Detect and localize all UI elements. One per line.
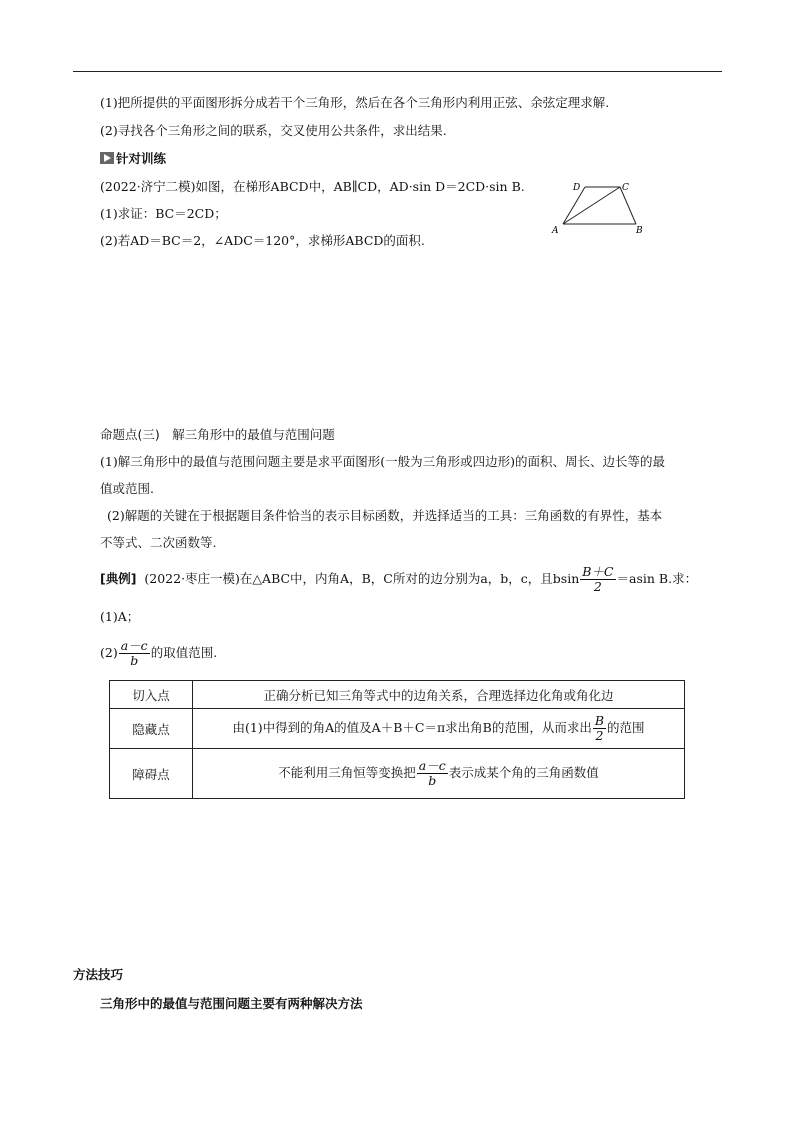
example-question-2 bbox=[100, 636, 217, 670]
label-a: A bbox=[552, 226, 559, 236]
example-fraction bbox=[580, 565, 615, 594]
table-value-cell: 正确分析已知三角等式中的边角关系，合理选择边化角或角化边 bbox=[193, 681, 685, 709]
table-key-cell: 隐藏点 bbox=[110, 709, 193, 749]
method-text: 三角形中的最值与范围问题主要有两种解决方法 bbox=[100, 996, 363, 1011]
table-row-2-den: 2 bbox=[595, 728, 604, 743]
diagonal-ac bbox=[563, 187, 620, 224]
label-b: B bbox=[636, 226, 643, 236]
table-value-cell bbox=[193, 709, 685, 749]
example-text-1: (2022·枣庄一模)在△ABC中，内角A，B，C所对的边分别为a，b，c，且bsin bbox=[144, 571, 580, 586]
example-text-2: ＝asin B.求： bbox=[616, 571, 698, 586]
section-3-p1b: 值或范围. bbox=[100, 481, 154, 496]
table-key-cell: 障碍点 bbox=[110, 749, 193, 799]
play-icon bbox=[100, 152, 114, 164]
example-q2-suffix: 的取值范围. bbox=[150, 645, 218, 660]
table-row bbox=[110, 749, 685, 799]
section-3-p2a: (2)解题的关键在于根据题目条件恰当的表示目标函数，并选择适当的工具：三角函数的有界性，基本 bbox=[107, 508, 663, 523]
table-row-3-den: b bbox=[428, 773, 437, 788]
table-row-2-fraction bbox=[593, 714, 606, 743]
table-row-2-pre: 由(1)中得到的角A的值及A＋B＋C＝π求出角B的范围，从而求出 bbox=[232, 720, 592, 735]
table-row-3-num: a－c bbox=[418, 758, 446, 773]
trapezoid-figure bbox=[548, 178, 648, 238]
table-value-cell bbox=[193, 749, 685, 799]
method-title: 方法技巧 bbox=[73, 967, 124, 982]
label-c: C bbox=[622, 183, 629, 193]
section-3-p2b: 不等式、二次函数等. bbox=[100, 535, 217, 550]
example-fraction-den: 2 bbox=[593, 579, 602, 594]
table-row-2-num: B bbox=[594, 713, 605, 728]
example-tag: [典例] bbox=[100, 571, 137, 586]
example-q2-prefix: (2) bbox=[100, 645, 118, 660]
example-q2-num: a－c bbox=[120, 638, 148, 653]
training-heading-label: 针对训练 bbox=[116, 151, 167, 166]
section-3-title: 命题点(三) 解三角形中的最值与范围问题 bbox=[100, 427, 335, 442]
table-row-3-post: 表示成某个角的三角函数值 bbox=[448, 765, 599, 780]
header-rule bbox=[73, 71, 722, 72]
step-1-text: (1)把所提供的平面图形拆分成若干个三角形，然后在各个三角形内利用正弦、余弦定理求解. bbox=[100, 95, 610, 110]
table-key-cell: 切入点 bbox=[110, 681, 193, 709]
example-line bbox=[100, 562, 697, 596]
example-q2-fraction bbox=[119, 639, 150, 668]
table-row-3-pre: 不能利用三角恒等变换把 bbox=[278, 765, 416, 780]
training-problem: (2022·济宁二模)如图，在梯形ABCD中，AB∥CD，AD·sin D＝2CD·sin B. bbox=[100, 179, 525, 194]
table-row bbox=[110, 681, 685, 709]
example-fraction-num: B＋C bbox=[582, 564, 614, 579]
table-row-2-post: 的范围 bbox=[607, 720, 645, 735]
example-question-1: (1)A； bbox=[100, 609, 140, 624]
table-row-3-fraction bbox=[417, 759, 448, 788]
training-heading bbox=[100, 151, 166, 167]
training-question-1: (1)求证：BC＝2CD； bbox=[100, 206, 227, 221]
table-row bbox=[110, 709, 685, 749]
label-d: D bbox=[573, 183, 581, 193]
section-3-p1a: (1)解三角形中的最值与范围问题主要是求平面图形(一般为三角形或四边形)的面积、周长、边长等的最 bbox=[100, 454, 665, 469]
training-question-2: (2)若AD＝BC＝2，∠ADC＝120°，求梯形ABCD的面积. bbox=[100, 233, 425, 248]
step-2-text: (2)寻找各个三角形之间的联系，交叉使用公共条件，求出结果. bbox=[100, 123, 447, 138]
example-q2-den: b bbox=[130, 653, 139, 668]
analysis-table bbox=[109, 680, 685, 799]
